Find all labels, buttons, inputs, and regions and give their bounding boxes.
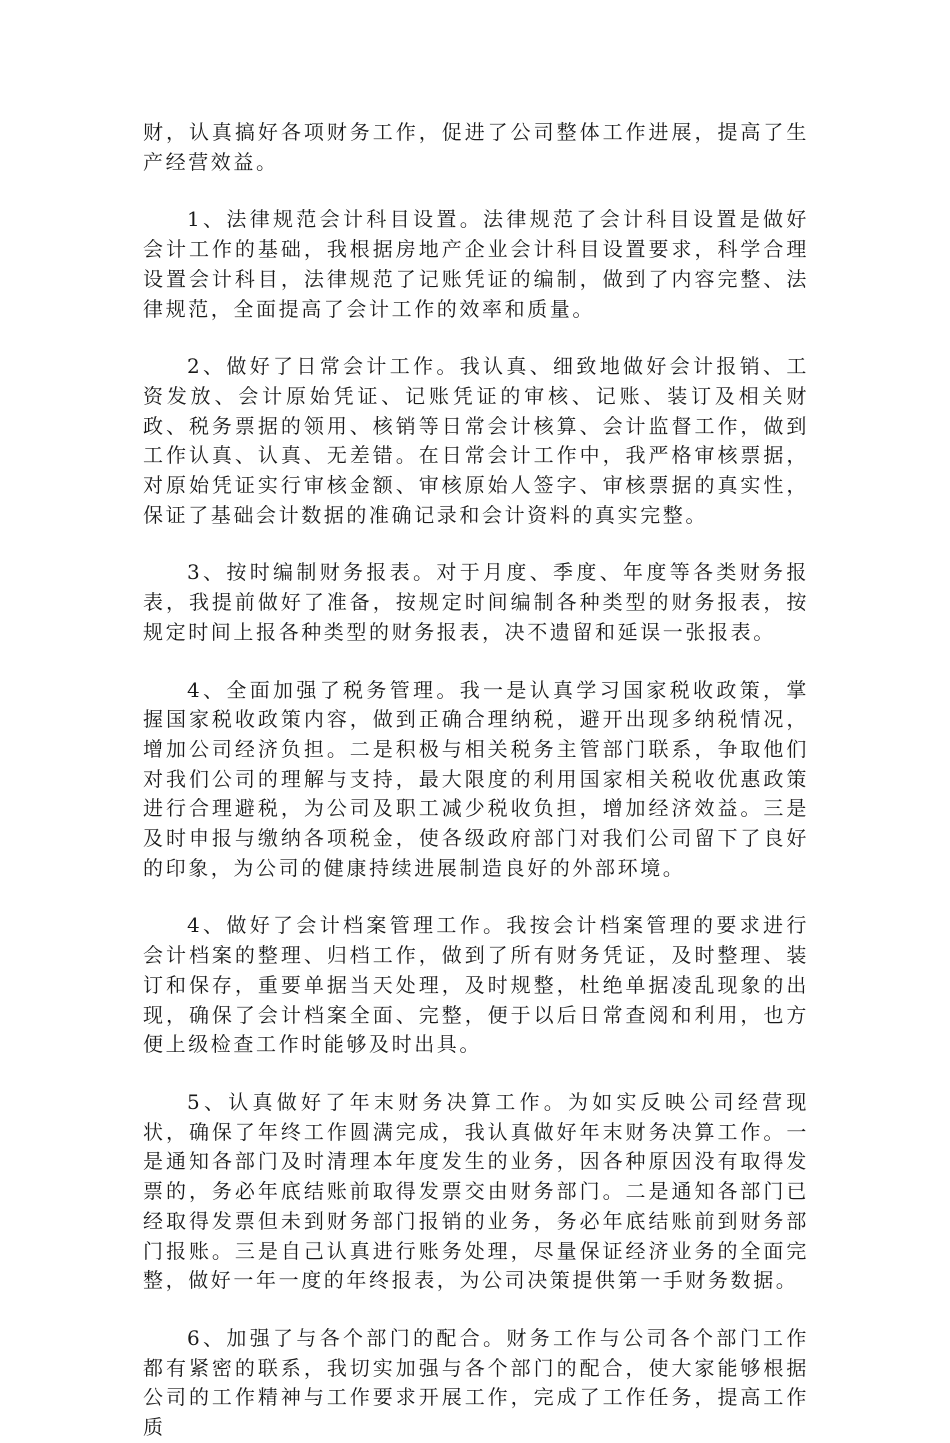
paragraph-financial-reports: 3、按时编制财务报表。对于月度、季度、年度等各类财务报表，我提前做好了准备，按规定时间编制各种类型的财务报表，按规定时间上报各种类型的财务报表，决不遗留和延误一张报表。 — [143, 560, 809, 644]
paragraph-tax-management: 4、全面加强了税务管理。我一是认真学习国家税收政策，掌握国家税收政策内容，做到正确合理纳税，避开出现多纳税情况，增加公司经济负担。二是积极与相关税务主管部门联系，争取他们对我们公司的理解与支持，最大限度的利用国家相关税收优惠政策进行合理避税，为公司及职工减少税收负担，增加经济效益。三是及时申报与缴纳各项税金，使各级政府部门对我们公司留下了良好的印象，为公司的健康持续进展制造良好的外部环境。 — [143, 677, 809, 880]
paragraph-accounting-subjects: 1、法律规范会计科目设置。法律规范了会计科目设置是做好会计工作的基础，我根据房地产企业会计科目设置要求，科学合理设置会计科目，法律规范了记账凭证的编制，做到了内容完整、法律规范，全面提高了会计工作的效率和质量。 — [143, 207, 809, 321]
document-page — [143, 118, 809, 1443]
paragraph-daily-accounting: 2、做好了日常会计工作。我认真、细致地做好会计报销、工资发放、会计原始凭证、记账凭证的审核、记账、装订及相关财政、税务票据的领用、核销等日常会计核算、会计监督工作，做到工作认真、认真、无差错。在日常会计工作中，我严格审核票据，对原始凭证实行审核金额、审核原始人签字、审核票据的真实性，保证了基础会计数据的准确记录和会计资料的真实完整。 — [143, 354, 809, 527]
paragraph-archive-management: 4、做好了会计档案管理工作。我按会计档案管理的要求进行会计档案的整理、归档工作，做到了所有财务凭证，及时整理、装订和保存，重要单据当天处理，及时规整，杜绝单据凌乱现象的出现，确保了会计档案全面、完整，便于以后日常查阅和利用，也方便上级检查工作时能够及时出具。 — [143, 913, 809, 1057]
paragraph-department-cooperation: 6、加强了与各个部门的配合。财务工作与公司各个部门工作都有紧密的联系，我切实加强与各个部门的配合，使大家能够根据公司的工作精神与工作要求开展工作，完成了工作任务，提高工作质 — [143, 1325, 809, 1440]
paragraph-year-end-accounts: 5、认真做好了年末财务决算工作。为如实反映公司经营现状，确保了年终工作圆满完成，我认真做好年末财务决算工作。一是通知各部门及时清理本年度发生的业务，因各种原因没有取得发票的，务必年底结账前取得发票交由财务部门。二是通知各部门已经取得发票但未到财务部门报销的业务，务必年底结账前到财务部门报账。三是自己认真进行账务处理，尽量保证经济业务的全面完整，做好一年一度的年终报表，为公司决策提供第一手财务数据。 — [143, 1089, 809, 1293]
paragraph-continuation: 财，认真搞好各项财务工作，促进了公司整体工作进展，提高了生产经营效益。 — [143, 120, 809, 174]
